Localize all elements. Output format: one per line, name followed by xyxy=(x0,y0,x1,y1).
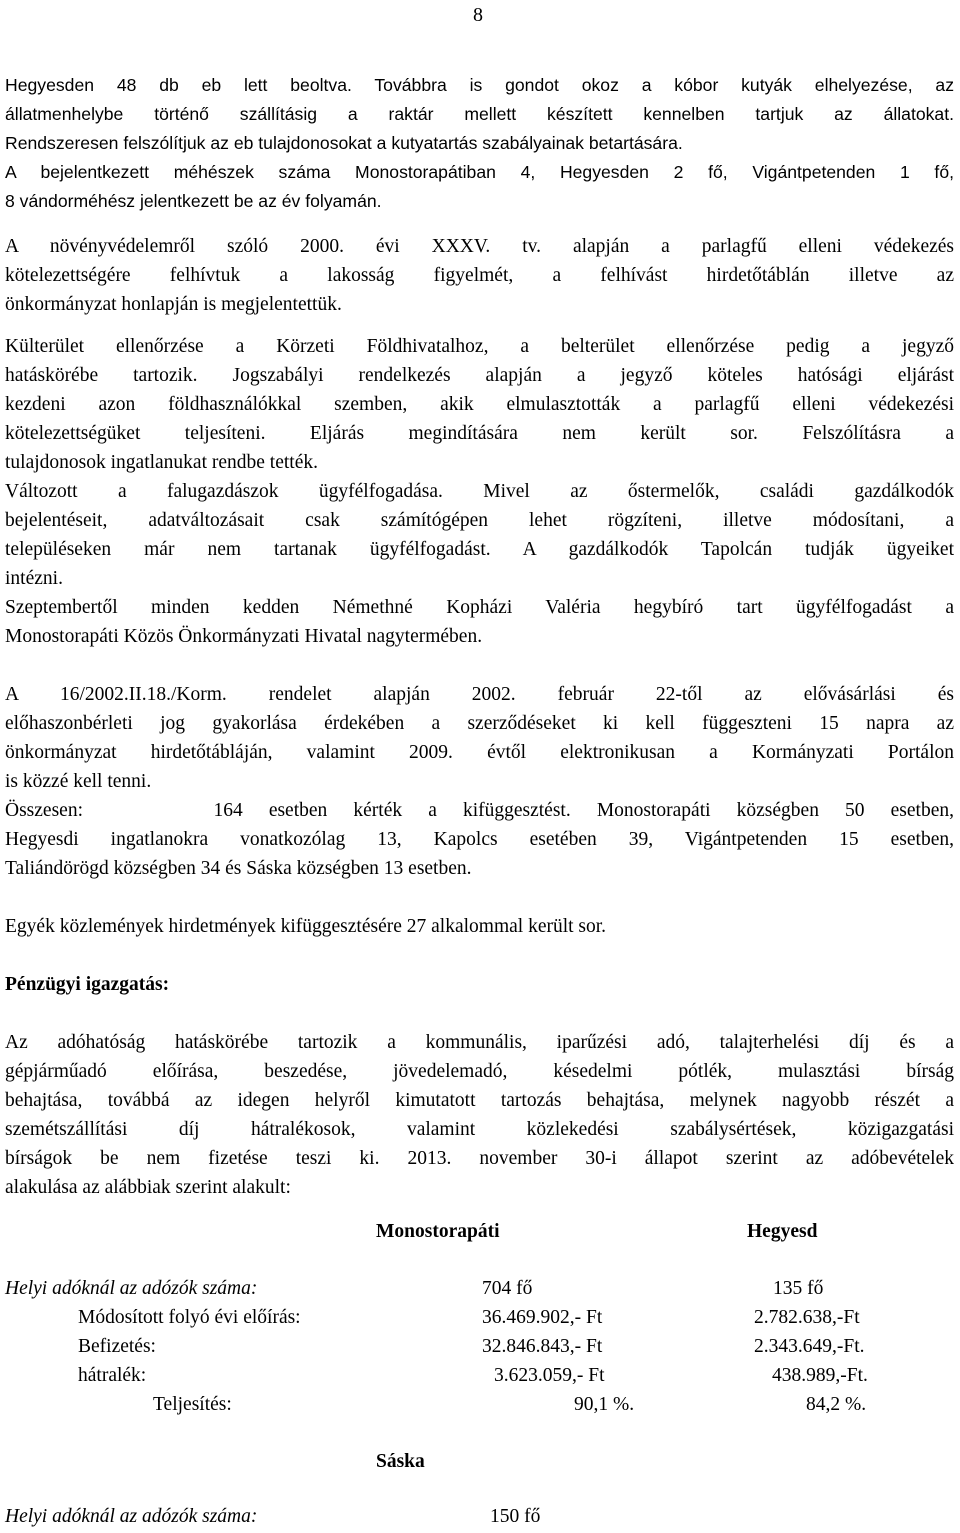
text-line: Hegyesden 48 db eb lett beoltva. Továbbra is gondot okoz a kóbor kutyák elhelyezése, az xyxy=(5,75,954,95)
text-line: településeken már nem tartanak ügyfélfogadást. A gazdálkodók Tapolcán tudják ügyeiket xyxy=(5,539,954,560)
text-line: önkormányzat hirdetőtábláján, valamint 2009. évtől elektronikusan a Kormányzati Portálon xyxy=(5,742,954,763)
table-row-label: Helyi adóknál az adózók száma: xyxy=(5,1506,258,1527)
table-row-label: Helyi adóknál az adózók száma: xyxy=(5,1278,258,1299)
text-line: kezdeni azon földhasználókkal szemben, akik elmulasztották a parlagfű elleni védekezési xyxy=(5,394,954,415)
table-cell: 2.343.649,-Ft. xyxy=(754,1336,865,1357)
text-line: Változott a falugazdászok ügyfélfogadása. Mivel az őstermelők, családi gazdálkodók xyxy=(5,481,954,502)
table-row-label: Teljesítés: xyxy=(153,1394,232,1415)
text-line: szemétszállítási díj hátralékosok, valamint közlekedési szabálysértések, közigazgatási xyxy=(5,1119,954,1140)
text-line: tulajdonosok ingatlanukat rendbe tették. xyxy=(5,452,318,473)
text-line: hatáskörébe tartozik. Jogszabályi rendelkezés alapján a jegyző köteles hatósági eljárást xyxy=(5,365,954,386)
text-line: állatmenhelybe történő szállításig a raktár mellett készített kennelben tartjuk az állatokat. xyxy=(5,104,954,124)
text-line: önkormányzat honlapján is megjelentettük. xyxy=(5,294,342,315)
page-number: 8 xyxy=(473,4,483,26)
text-line: Összesen: 164 esetben kérték a kifüggesztést. Monostorapáti községben 50 esetben, xyxy=(5,800,954,821)
table-cell: 32.846.843,- Ft xyxy=(482,1336,603,1357)
text-line: is közzé kell tenni. xyxy=(5,771,152,792)
text-line: Az adóhatóság hatáskörébe tartozik a kommunális, iparűzési adó, talajterhelési díj és a xyxy=(5,1032,954,1053)
table-cell: 704 fő xyxy=(482,1278,533,1299)
text-line: 8 vándorméhész jelentkezett be az év folyamán. xyxy=(5,191,382,211)
section-heading: Pénzügyi igazgatás: xyxy=(5,974,170,995)
text-line: Egyék közlemények hirdetmények kifüggesztésére 27 alkalommal került sor. xyxy=(5,916,607,937)
text-line: Hegyesdi ingatlanokra vonatkozólag 13, Kapolcs esetében 39, Vigántpetenden 15 esetben, xyxy=(5,829,954,850)
text-line: bírságok be nem fizetése teszi ki. 2013. november 30-i állapot szerint az adóbevételek xyxy=(5,1148,954,1169)
text-line: előhaszonbérleti jog gyakorlása érdekében a szerződéseket ki kell függeszteni 15 napra az xyxy=(5,713,954,734)
table-cell: 438.989,-Ft. xyxy=(772,1365,868,1386)
column-header-hegyesd: Hegyesd xyxy=(747,1221,818,1242)
text-line: Külterület ellenőrzése a Körzeti Földhivatalhoz, a belterület ellenőrzése pedig a jegyző xyxy=(5,336,954,357)
text-line: Monostorapáti Közös Önkormányzati Hivatal nagytermében. xyxy=(5,626,483,647)
table-cell: 150 fő xyxy=(490,1506,541,1527)
section-header-saska: Sáska xyxy=(376,1451,425,1472)
table-cell: 90,1 %. xyxy=(574,1394,635,1415)
column-header-monostorapati: Monostorapáti xyxy=(376,1221,500,1242)
text-line: Taliándörögd községben 34 és Sáska községben 13 esetben. xyxy=(5,858,472,879)
text-line: Szeptembertől minden kedden Némethné Kopházi Valéria hegybíró tart ügyfélfogadást a xyxy=(5,597,954,618)
table-row-label: Befizetés: xyxy=(78,1336,156,1357)
text-line: kötelezettségére felhívtuk a lakosság figyelmét, a felhívást hirdetőtáblán illetve az xyxy=(5,265,954,286)
text-line: bejelentéseit, adatváltozásait csak számítógépen lehet rögzíteni, illetve módosítani, a xyxy=(5,510,954,531)
text-line: A bejelentkezett méhészek száma Monostorapátiban 4, Hegyesden 2 fő, Vigántpetenden 1 fő, xyxy=(5,162,954,182)
text-line: behajtása, továbbá az idegen helyről kimutatott tartozás behajtása, melynek nagyobb részét a xyxy=(5,1090,954,1111)
text-line: alakulása az alábbiak szerint alakult: xyxy=(5,1177,291,1198)
table-row-label: hátralék: xyxy=(78,1365,147,1386)
table-cell: 2.782.638,-Ft xyxy=(754,1307,860,1328)
table-cell: 135 fő xyxy=(773,1278,824,1299)
text-line: kötelezettségüket teljesíteni. Eljárás megindítására nem került sor. Felszólításra a xyxy=(5,423,954,444)
table-cell: 3.623.059,- Ft xyxy=(494,1365,605,1386)
table-cell: 36.469.902,- Ft xyxy=(482,1307,603,1328)
text-line: Rendszeresen felszólítjuk az eb tulajdonosokat a kutyatartás szabályainak betartására. xyxy=(5,133,683,153)
table-row-label: Módosított folyó évi előírás: xyxy=(78,1307,301,1328)
text-line: intézni. xyxy=(5,568,63,589)
text-line: A növényvédelemről szóló 2000. évi XXXV. tv. alapján a parlagfű elleni védekezés xyxy=(5,236,954,257)
table-cell: 84,2 %. xyxy=(806,1394,867,1415)
text-line: gépjárműadó előírása, beszedése, jövedelemadó, késedelmi pótlék, mulasztási bírság xyxy=(5,1061,954,1082)
text-line: A 16/2002.II.18./Korm. rendelet alapján 2002. február 22-től az elővásárlási és xyxy=(5,684,954,705)
